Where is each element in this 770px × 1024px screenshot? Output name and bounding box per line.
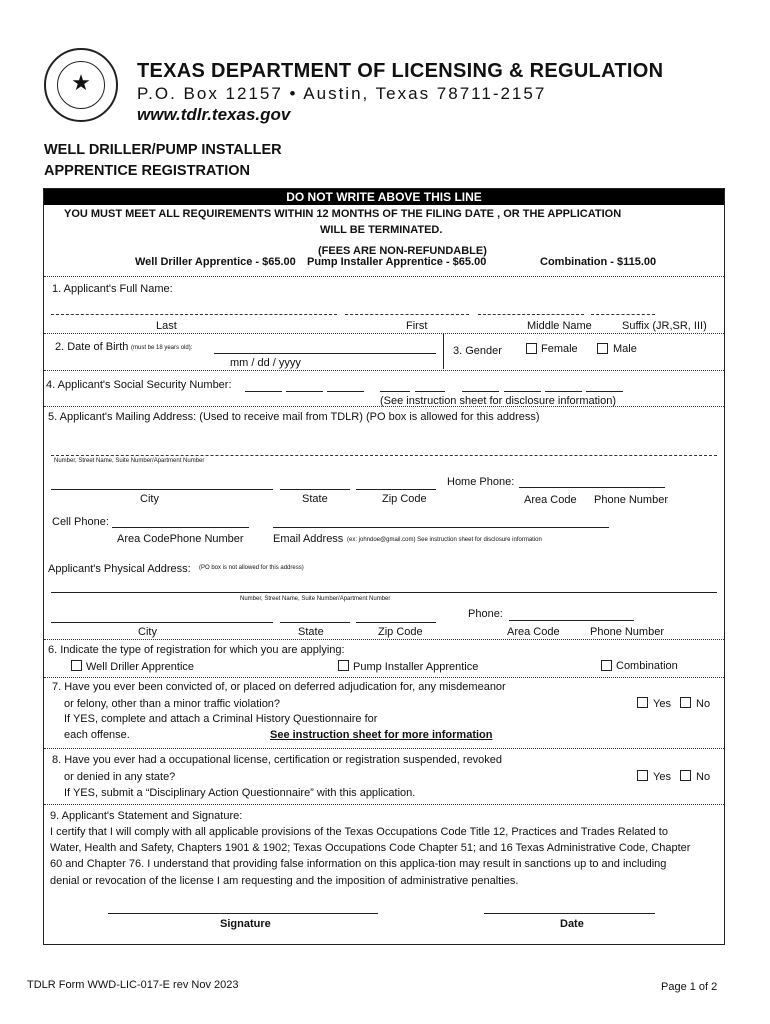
combination-label: Combination [616,660,678,672]
q4-label: 4. Applicant's Social Security Number: [46,379,232,391]
divider [44,276,724,277]
q8-line2: or denied in any state? [64,771,176,783]
middle-caption: Middle Name [527,320,592,332]
date-caption: Date [560,918,584,930]
ssn-field-6[interactable] [462,391,499,392]
mailing-city-field[interactable] [51,489,273,490]
star-icon: ★ [71,71,91,96]
q8-line1: 8. Have you ever had a occupational license, certification or registration suspended, revoked [52,754,503,766]
q5-label: 5. Applicant's Mailing Address: (Used to receive mail from TDLR) (PO box is allowed for this address) [48,411,540,423]
physical-state-field[interactable] [280,622,350,623]
q7-no-checkbox[interactable] [680,697,691,708]
mailing-state-caption: State [302,493,328,505]
page-number: Page 1 of 2 [661,981,718,993]
physical-state-caption: State [298,626,324,638]
q8-no-checkbox[interactable] [680,770,691,781]
physical-phone-label: Phone: [468,608,503,620]
divider [44,804,724,805]
mailing-zip-field[interactable] [356,489,436,490]
q7-yes-label: Yes [653,698,671,710]
physical-street-caption: Number, Street Name, Suite Number/Apartment Number [240,596,391,602]
email-note: (ex: johndoe@gmail.com) See instruction sheet for disclosure information [347,537,542,543]
date-field[interactable] [484,913,655,914]
physical-city-caption: City [138,626,157,638]
fee-combination: Combination - $115.00 [540,256,657,268]
physical-address-note: (PO box is not allowed for this address) [199,565,304,571]
q3-label: 3. Gender [453,345,502,357]
fees-note: (FEES ARE NON-REFUNDABLE) [318,245,487,257]
pump-installer-checkbox[interactable] [338,660,349,671]
banner: DO NOT WRITE ABOVE THIS LINE [44,189,724,205]
divider [44,333,724,334]
physical-address-label: Applicant's Physical Address: [48,563,191,575]
mailing-street-field[interactable] [51,455,717,456]
agency-website[interactable]: www.tdlr.texas.gov [137,105,291,124]
physical-street-field[interactable] [51,592,717,593]
agency-address: P.O. Box 12157 • Austin, Texas 78711-2157 [137,84,547,103]
divider [44,406,724,407]
divider [44,677,724,678]
mailing-state-field[interactable] [280,489,350,490]
well-driller-checkbox[interactable] [71,660,82,671]
fee-pump-installer: Pump Installer Apprentice - $65.00 [307,256,487,268]
female-label: Female [541,343,578,355]
last-caption: Last [156,320,177,332]
q9-statement-line2: Water, Health and Safety, Chapters 1901 & 1902; Texas Occupations Code Chapter 51; and 16 Texas Administrative Code, Chapter [50,842,691,854]
physical-zip-field[interactable] [356,622,436,623]
q4-note: (See instruction sheet for disclosure information) [380,395,616,407]
requirement-line2: WILL BE TERMINATED. [320,224,443,236]
divider [44,748,724,749]
home-phone-field[interactable] [519,487,665,488]
middle-name-field[interactable] [478,314,584,315]
mailing-city-caption: City [140,493,159,505]
q8-yes-label: Yes [653,771,671,783]
fee-well-driller: Well Driller Apprentice - $65.00 [135,256,296,268]
email-label: Email Address [273,533,344,545]
q7-yes-checkbox[interactable] [637,697,648,708]
physical-area-code-caption: Area Code [507,626,560,638]
q7-line1: 7. Have you ever been convicted of, or placed on deferred adjudication for, any misdemeanor [52,681,506,693]
gender-divider [443,333,444,369]
q9-statement-line1: I certify that I will comply with all applicable provisions of the Texas Occupations Code Title 12, Practices and Trades Related to [50,826,668,838]
agency-name: TEXAS DEPARTMENT OF LICENSING & REGULATION [137,60,664,82]
form-title-line1: WELL DRILLER/PUMP INSTALLER [44,142,282,158]
instruction-sheet-link[interactable]: See instruction sheet for more information [270,729,493,741]
ssn-field-8[interactable] [545,391,582,392]
physical-zip-caption: Zip Code [378,626,423,638]
suffix-caption: Suffix (JR,SR, III) [622,320,707,332]
texas-seal-logo [44,48,118,122]
q9-label: 9. Applicant's Statement and Signature: [50,810,243,822]
form-id: TDLR Form WWD-LIC-017-E rev Nov 2023 [27,979,239,991]
ssn-field-7[interactable] [504,391,541,392]
ssn-field-5[interactable] [415,391,445,392]
cell-phone-label: Cell Phone: [52,516,109,528]
form-title-line2: APPRENTICE REGISTRATION [44,163,250,179]
q7-line4: each offense. [64,729,130,741]
female-checkbox[interactable] [526,343,537,354]
pump-installer-label: Pump Installer Apprentice [353,661,479,673]
q8-yes-checkbox[interactable] [637,770,648,781]
physical-phone-number-caption: Phone Number [590,626,664,638]
q1-label: 1. Applicant's Full Name: [52,283,173,295]
combination-checkbox[interactable] [601,660,612,671]
mailing-street-caption: Number, Street Name, Suite Number/Apartment Number [54,458,205,464]
ssn-field-1[interactable] [245,391,282,392]
well-driller-label: Well Driller Apprentice [86,661,195,673]
ssn-field-3[interactable] [327,391,364,392]
male-checkbox[interactable] [597,343,608,354]
q6-label: 6. Indicate the type of registration for which you are applying: [48,644,345,656]
dob-format: mm / dd / yyyy [230,357,301,369]
q2-label: 2. Date of Birth [55,341,129,353]
signature-field[interactable] [108,913,378,914]
q8-no-label: No [696,771,711,783]
cell-phone-field[interactable] [112,527,249,528]
signature-caption: Signature [220,918,271,930]
mailing-zip-caption: Zip Code [382,493,427,505]
q7-no-label: No [696,698,711,710]
q2-note: (must be 18 years old): [131,345,193,351]
first-name-field[interactable] [345,314,469,315]
home-area-code-caption: Area Code [524,494,577,506]
ssn-field-9[interactable] [586,391,623,392]
ssn-field-2[interactable] [286,391,323,392]
q9-statement-line4: denial or revocation of the license I am requesting and the imposition of administrative penalties. [50,875,519,887]
email-field[interactable] [273,527,609,528]
q9-statement-line3: 60 and Chapter 76. I understand that providing false information on this applica-tion may result in sanctions up to and including [50,858,667,870]
home-phone-label: Home Phone: [447,476,515,488]
home-phone-number-caption: Phone Number [594,494,668,506]
divider [44,370,724,371]
divider [44,639,724,640]
first-caption: First [406,320,428,332]
suffix-field[interactable] [591,314,655,315]
physical-phone-field[interactable] [509,620,634,621]
q7-line2: or felony, other than a minor traffic violation? [64,698,281,710]
last-name-field[interactable] [51,314,337,315]
cell-caption: Area CodePhone Number [117,533,244,545]
male-label: Male [613,343,637,355]
dob-field[interactable] [214,353,436,354]
q7-line3: If YES, complete and attach a Criminal History Questionnaire for [64,713,378,725]
requirement-line1: YOU MUST MEET ALL REQUIREMENTS WITHIN 12 MONTHS OF THE FILING DATE , OR THE APPLICATION [64,208,622,220]
ssn-field-4[interactable] [380,391,410,392]
q8-line3: If YES, submit a “Disciplinary Action Questionnaire” with this application. [64,787,416,799]
physical-city-field[interactable] [51,622,273,623]
